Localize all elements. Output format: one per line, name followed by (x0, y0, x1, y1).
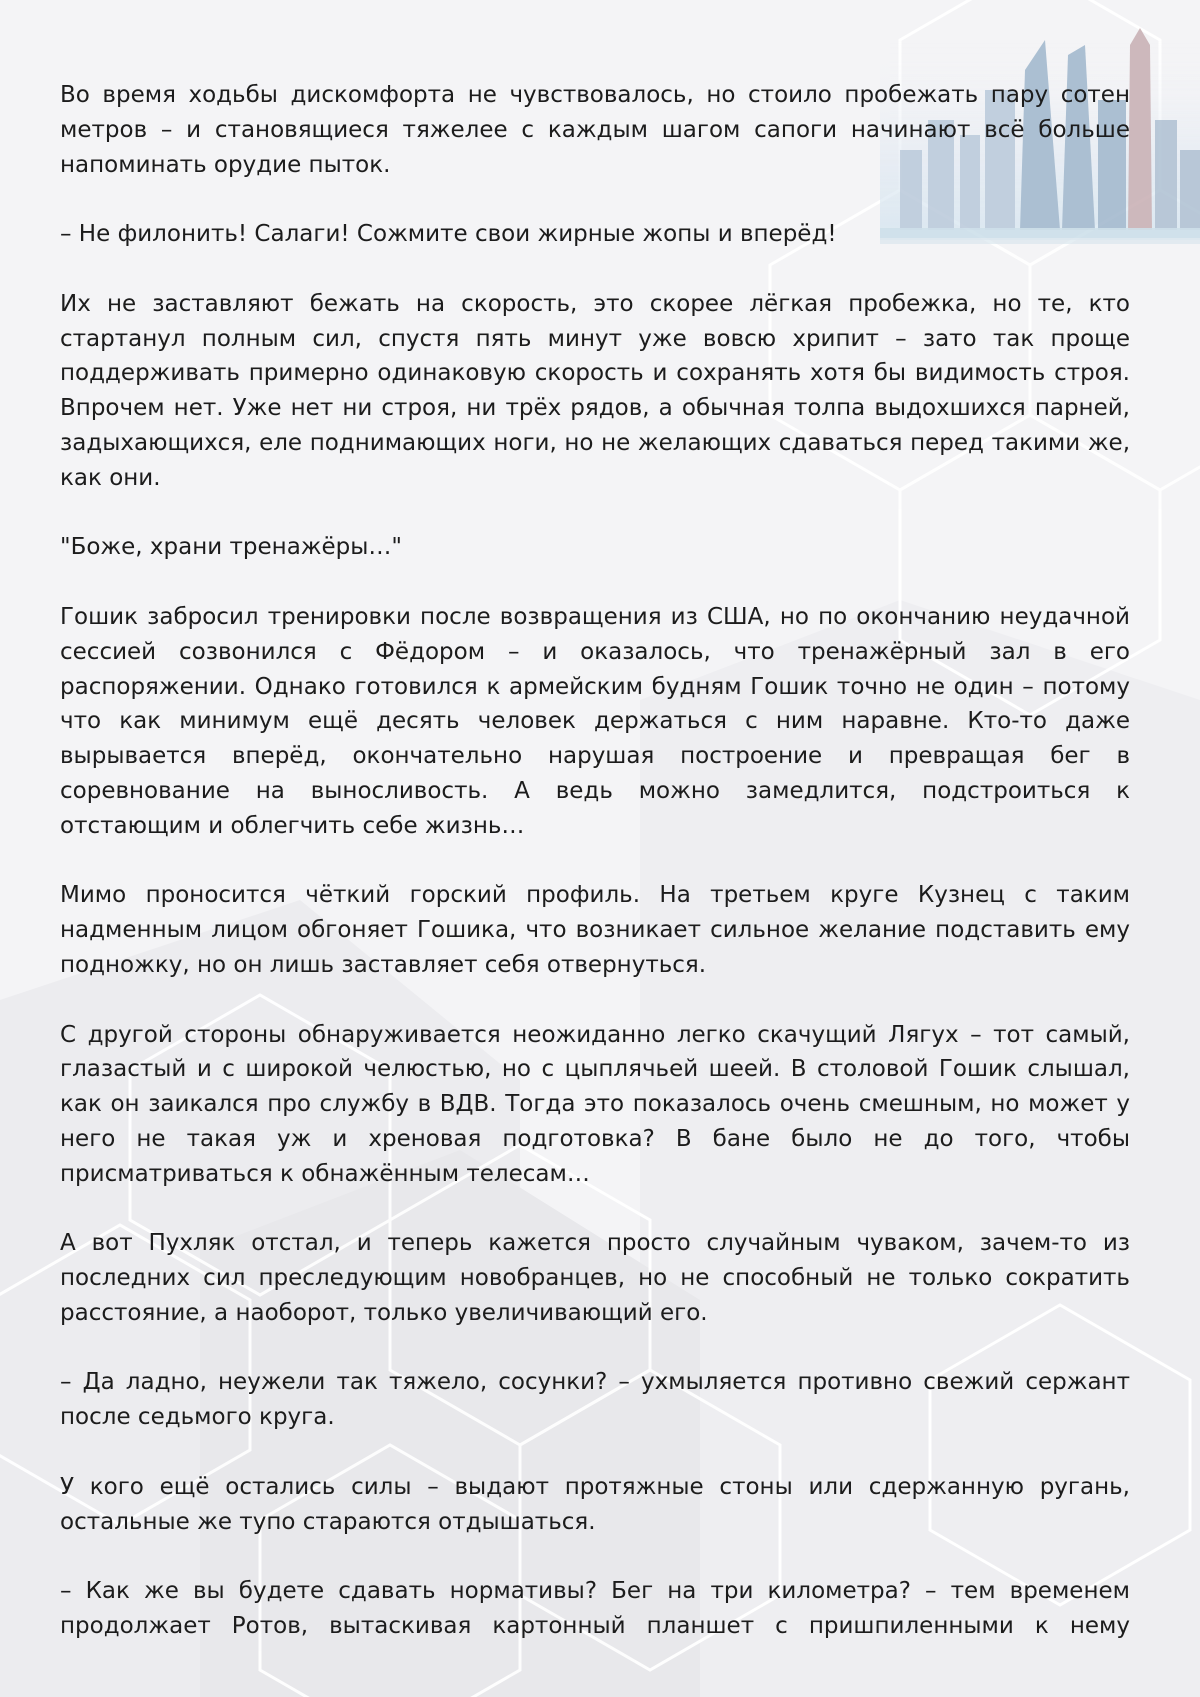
paragraph: – Не филонить! Салаги! Сожмите свои жирные жопы и вперёд! (60, 221, 837, 248)
paragraph: Мимо проносится чёткий горский профиль. На третьем круге Кузнец с таким надменным лицом обгоняет Гошика, что возникает сильное желание подставить ему подножку, но он лишь заставляет себя отвернуться. (60, 882, 1130, 978)
paragraph: С другой стороны обнаруживается неожиданно легко скачущий Лягух – тот самый, глазастый и с широкой челюстью, но с цыплячьей шеей. В столовой Гошик слышал, как он заикался про службу в ВДВ. Тогда это показалось очень смешным, но может у него не такая уж и хреновая подготовка? В бане было не до того, чтобы присматриваться к обнажённым телесам… (60, 1021, 1130, 1187)
paragraph: – Как же вы будете сдавать нормативы? Бег на три километра? – тем временем продолжает Ротов, вытаскивая картонный планшет с пришпиленными к нему (60, 1578, 1130, 1640)
paragraph: Их не заставляют бежать на скорость, это скорее лёгкая пробежка, но те, кто стартанул полным сил, спустя пять минут уже вовсю хрипит – зато так проще поддерживать примерно одинаковую скорость и сохранять хотя бы видимость строя. Впрочем нет. Уже нет ни строя, ни трёх рядов, а обычная толпа выдохшихся парней, задыхающихся, еле поднимающих ноги, но не желающих сдаваться перед такими же, как они. (60, 290, 1130, 491)
document-body (60, 78, 1130, 1644)
paragraph: Гошик забросил тренировки после возвращения из США, но по окончанию неудачной сессией созвонился с Фёдором – и оказалось, что тренажёрный зал в его распоряжении. Однако готовился к армейским будням Гошик точно не один – потому что как минимум ещё десять человек держаться с ним наравне. Кто-то даже вырывается вперёд, окончательно нарушая построение и превращая бег в соревнование на выносливость. А ведь можно замедлится, подстроиться к отстающим и облегчить себе жизнь… (60, 603, 1130, 839)
paragraph: – Да ладно, неужели так тяжело, сосунки? – ухмыляется противно свежий сержант после седьмого круга. (60, 1369, 1130, 1431)
paragraph: Во время ходьбы дискомфорта не чувствовалось, но стоило пробежать пару сотен метров – и становящиеся тяжелее с каждым шагом сапоги начинают всё больше напоминать орудие пыток. (60, 82, 1130, 178)
paragraph: А вот Пухляк отстал, и теперь кажется просто случайным чуваком, зачем-то из последних сил преследующим новобранцев, но не способный не только сократить расстояние, а наоборот, только увеличивающий его. (60, 1230, 1130, 1326)
paragraph: "Боже, храни тренажёры…" (60, 534, 403, 561)
paragraph: У кого ещё остались силы – выдают протяжные стоны или сдержанную ругань, остальные же тупо стараются отдышаться. (60, 1473, 1130, 1535)
